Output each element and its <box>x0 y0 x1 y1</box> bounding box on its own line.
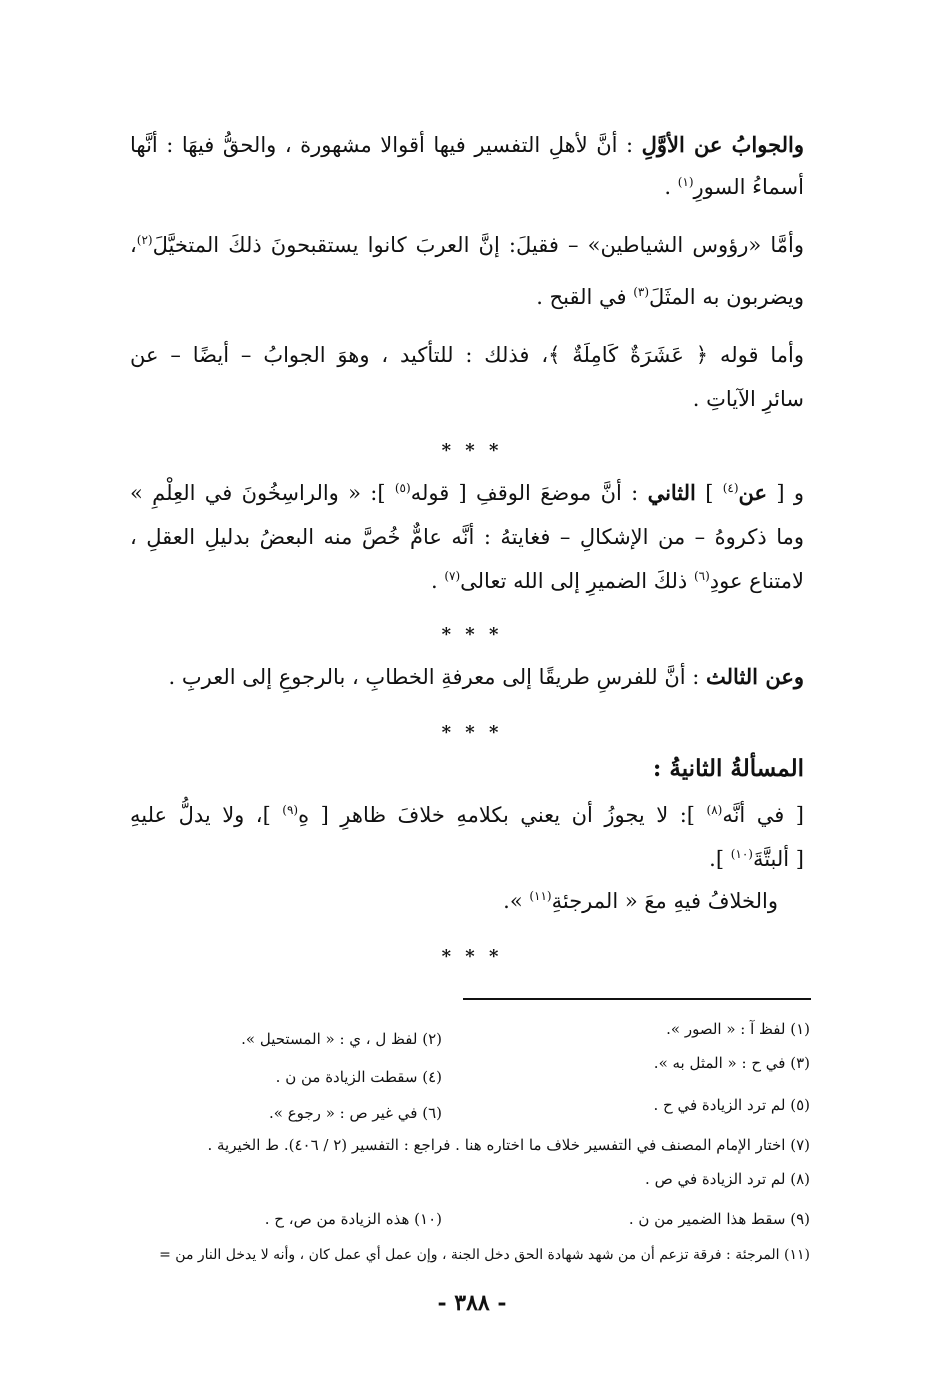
answer1-lead: والجوابُ عن الأوَّلِ <box>641 132 805 157</box>
masala-text-2a: [ ألبتَّةَ <box>752 847 804 871</box>
masala-text-2b: ]. <box>709 847 731 871</box>
ashara-text2: سائرِ الآياتِ . <box>692 387 804 411</box>
second-line3 <box>130 564 804 598</box>
footnote-ref-7[interactable]: (٧) <box>444 569 461 583</box>
ruus-line1 <box>130 228 804 262</box>
second-text-b: ]: « والراسِخُونَ في العِلْمِ » <box>130 481 395 505</box>
second-lead: الثاني <box>647 480 696 505</box>
masala-title <box>130 752 804 786</box>
ashara-text: وأما قوله ﴿ عَشَرَةٌ كَامِلَةٌ ﴾، فذلك : للتأكيد ، وهوَ الجوابُ – أيضًا – عن <box>130 343 804 367</box>
page-number: - ٣٨٨ - <box>437 1290 507 1316</box>
second-text-2: وما ذكروهُ – من الإشكالِ – فغايتهُ : أنَّه عامٌّ خُصَّ منه البعضُ بدليلِ العقلِ ، <box>130 525 804 549</box>
footnote-ref-5[interactable]: (٥) <box>394 481 411 495</box>
third-lead: وعن الثالث <box>706 664 804 689</box>
masala-line2 <box>130 842 804 876</box>
second-line2 <box>130 520 804 554</box>
second-w: و [ <box>767 481 805 505</box>
footnote-ref-4[interactable]: (٤) <box>722 481 739 495</box>
masala-line1 <box>130 798 804 832</box>
second-line1 <box>130 476 804 510</box>
footnote-5: (٥) لم ترد الزيادة في ح . <box>653 1096 810 1114</box>
ruus-text2: ويضربون به المثَلَ <box>649 285 804 309</box>
second-close: ] <box>695 481 723 505</box>
footnote-7: (٧) اختار الإمام المصنف في التفسير خلاف ما اختاره هنا . فراجع : التفسير (٢ / ٤٠٦). ط الخيرية . <box>207 1136 810 1154</box>
second-text-3c: . <box>430 569 445 593</box>
third-text: : أنَّ للفرسِ طريقًا إلى معرفةِ الخطابِ ، بالرجوعِ إلى العربِ . <box>168 665 707 689</box>
ruus-text: وأمَّا «رؤوس الشياطين» – فقيلَ: إنَّ العربَ كانوا يستقبحونَ ذلكَ المتخيَّلَ <box>152 233 804 257</box>
second-an: عن <box>738 480 768 505</box>
footnote-4: (٤) سقطت الزيادة من ن . <box>275 1068 442 1086</box>
footnote-ref-6[interactable]: (٦) <box>693 569 710 583</box>
footnote-1: (١) لفظ آ : « الصور ». <box>666 1020 810 1038</box>
answer1-text: : أنَّ لأهلِ التفسير فيها أقوالا مشهورة ، والحقُّ فيهَا : أنَّها <box>130 133 642 157</box>
separator-stars-2: * * * <box>441 624 503 645</box>
footnote-3: (٣) في ح : « المثل به ». <box>653 1054 810 1072</box>
second-text-a: : أنَّ موضعَ الوقفِ [ قوله <box>410 481 648 505</box>
footnote-ref-8[interactable]: (٨) <box>706 803 723 817</box>
masala-text-3b: ». <box>503 889 530 913</box>
footnote-ref-2[interactable]: (٢) <box>136 233 153 247</box>
answer1-line1 <box>130 128 804 162</box>
footnote-9: (٩) سقط هذا الضمير من ن . <box>628 1210 810 1228</box>
footnote-11: (١١) المرجئة : فرقة تزعم أن من شهد شهادة الحق دخل الجنة ، وإن عمل أي عمل كان ، وأنه لا يدخل النار من = <box>159 1247 810 1263</box>
answer1-end: . <box>664 175 678 199</box>
second-text-3b: ذلكَ الضميرِ إلى الله تعالى <box>460 569 694 593</box>
footnote-6: (٦) في غير ص : « رجوع ». <box>269 1104 442 1122</box>
separator-stars-3: * * * <box>441 722 503 743</box>
ashara-line2 <box>130 382 804 416</box>
footnote-rule <box>463 998 811 1000</box>
masala-text-1c: ]، ولا يدلُّ عليهِ <box>130 803 283 827</box>
ruus-comma: ، <box>130 233 137 257</box>
footnote-ref-11[interactable]: (١١) <box>529 889 552 903</box>
footnote-2: (٢) لفظ ل ، ي : « المستحيل ». <box>241 1030 442 1048</box>
separator-stars-4: * * * <box>441 946 503 967</box>
masala-text-1b: ]: لا يجوزُ أن يعني بكلامهِ خلافَ ظاهرِ [ هِ <box>298 803 707 827</box>
masala-text-1a: [ في أنَّه <box>722 803 804 827</box>
masala-line3 <box>130 884 778 918</box>
masala-text-3a: والخلافُ فيهِ معَ « المرجئةِ <box>551 889 778 913</box>
masala-title-text: المسألةُ الثانيةُ : <box>652 755 804 782</box>
ashara-line1 <box>130 338 804 372</box>
ruus-text3: في القبح . <box>536 285 634 309</box>
footnote-8: (٨) لم ترد الزيادة في ص . <box>645 1170 810 1188</box>
third-line <box>130 660 804 694</box>
answer1-text2: أسماءُ السورِ <box>693 175 804 199</box>
footnote-ref-9[interactable]: (٩) <box>282 803 299 817</box>
footnote-ref-3[interactable]: (٣) <box>633 285 650 299</box>
answer1-line2 <box>130 170 804 204</box>
separator-stars-1: * * * <box>441 440 503 461</box>
footnote-10: (١٠) هذه الزيادة من ص، ح . <box>264 1210 442 1228</box>
footnote-ref-1[interactable]: (١) <box>677 175 694 189</box>
ruus-line2 <box>130 280 804 314</box>
second-text-3a: لامتناع عودِ <box>709 569 804 593</box>
footnote-ref-10[interactable]: (١٠) <box>730 847 753 861</box>
